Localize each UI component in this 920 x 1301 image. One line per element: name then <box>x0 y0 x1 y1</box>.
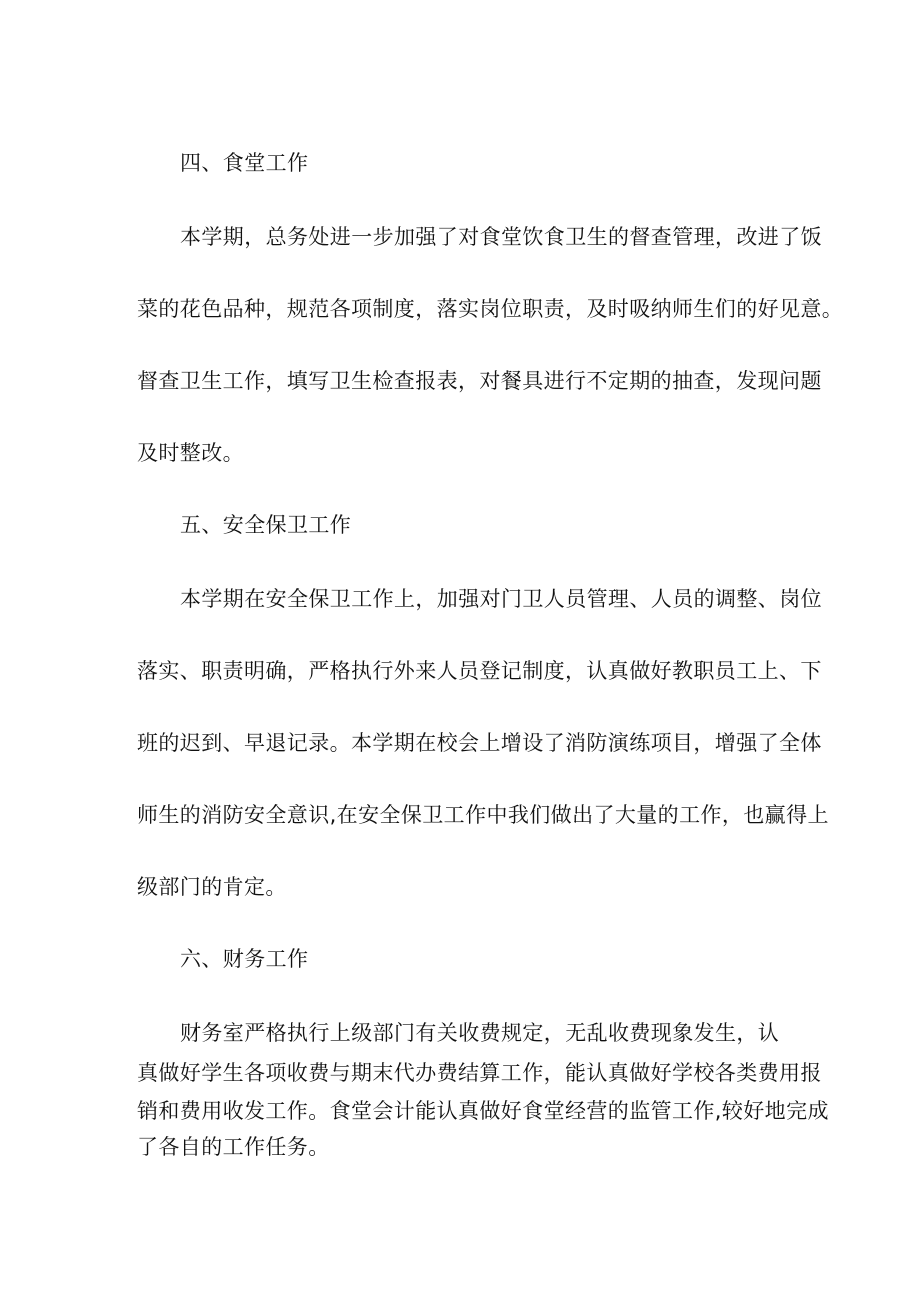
paragraph-line: 真做好学生各项收费与期末代办费结算工作，能认真做好学校各类费用报 <box>137 1061 822 1085</box>
paragraph-line: 及时整改。 <box>137 441 244 465</box>
paragraph-line: 本学期在安全保卫工作上，加强对门卫人员管理、人员的调整、岗位 <box>180 587 822 611</box>
paragraph-line: 销和费用收发工作。食堂会计能认真做好食堂经营的监管工作,较好地完成 <box>137 1099 829 1123</box>
section-heading-canteen: 四、食堂工作 <box>180 151 309 175</box>
paragraph-line: 本学期，总务处进一步加强了对食堂饮食卫生的督查管理，改进了饭 <box>180 225 822 249</box>
paragraph-line: 菜的花色品种，规范各项制度，落实岗位职责，及时吸纳师生们的好见意。 <box>137 297 844 321</box>
paragraph-line: 班的迟到、早退记录。本学期在校会上增设了消防演练项目，增强了全体 <box>137 731 822 755</box>
paragraph-line: 督查卫生工作，填写卫生检查报表，对餐具进行不定期的抽查，发现问题 <box>137 369 822 393</box>
paragraph-line: 落实、职责明确，严格执行外来人员登记制度，认真做好教职员工上、下 <box>137 659 822 683</box>
section-heading-security: 五、安全保卫工作 <box>180 513 352 537</box>
paragraph-line: 级部门的肯定。 <box>137 875 287 899</box>
paragraph-line: 财务室严格执行上级部门有关收费规定，无乱收费现象发生，认 <box>180 1021 780 1045</box>
section-heading-finance: 六、财务工作 <box>180 947 309 971</box>
paragraph-line: 了各自的工作任务。 <box>137 1135 330 1159</box>
paragraph-line: 师生的消防安全意识,在安全保卫工作中我们做出了大量的工作，也赢得上 <box>137 803 829 827</box>
